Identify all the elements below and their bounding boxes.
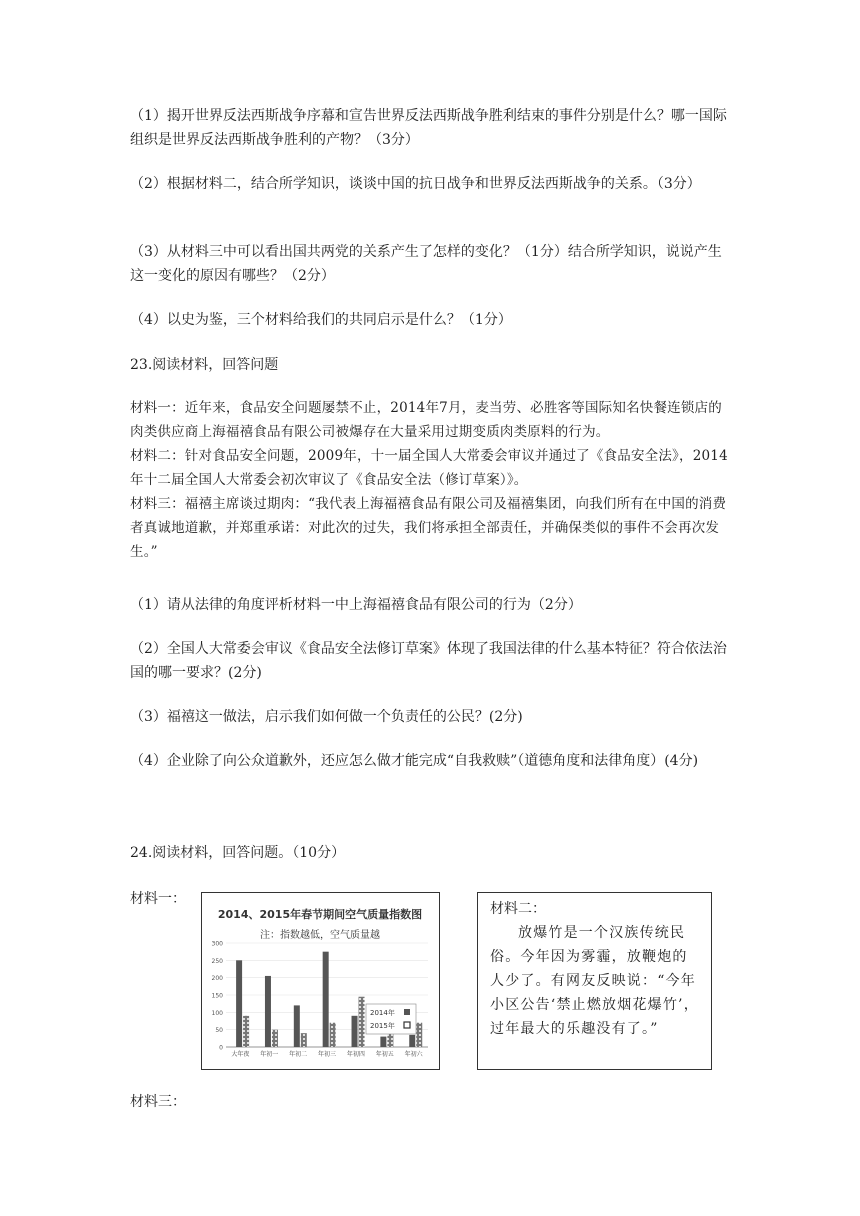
x-tick-label: 年初五 <box>375 1051 394 1058</box>
q23-heading: 23.阅读材料，回答问题 <box>130 357 279 373</box>
q23-material-1: 材料一：近年来，食品安全问题屡禁不止，2014年7月，麦当劳、必胜客等国际知名快餐连锁店的肉类供应商上海福禧食品有限公司被爆存在大量采用过期变质肉类原料的行为。 <box>130 400 722 440</box>
bar-2015 <box>359 997 365 1047</box>
aqi-chart-frame <box>201 892 440 1070</box>
material-2-body: 放爆竹是一个汉族传统民俗。今年因为雾霾，放鞭炮的人少了。有网友反映说：“今年小区公告‘禁止燃放烟花爆竹’，过年最大的乐趣没有了。” <box>490 925 699 1037</box>
bar-2015 <box>272 1030 278 1047</box>
y-tick-label: 50 <box>215 1027 223 1035</box>
chart-title: 2014、2015年春节期间空气质量指数图 <box>217 908 423 921</box>
x-tick-label: 年初四 <box>346 1051 365 1058</box>
q24-material-1-label: 材料一： <box>130 891 186 907</box>
legend-label: 2014年 <box>370 1009 395 1017</box>
bar-2015 <box>301 1033 307 1047</box>
bar-2014 <box>265 976 271 1047</box>
chart-subtitle: 注：指数越低，空气质量越 <box>260 930 380 941</box>
material-2-box <box>477 892 712 1070</box>
y-tick-label: 300 <box>211 940 223 948</box>
q22-sub1: （1）揭开世界反法西斯战争序幕和宣告世界反法西斯战争胜利结束的事件分别是什么？哪一国际组织是世界反法西斯战争胜利的产物？（3分） <box>130 108 727 148</box>
q23-sub1: （1）请从法律的角度评析材料一中上海福禧食品有限公司的行为（2分） <box>130 597 582 613</box>
q23-material-3: 材料三：福禧主席谈过期肉：“我代表上海福禧食品有限公司及福禧集团，向我们所有在中国的消费者真诚地道歉，并郑重承诺：对此次的过失，我们将承担全部责任，并确保类似的事件不会再次发生。” <box>130 496 727 560</box>
q22-sub2: （2）根据材料二，结合所学知识，谈谈中国的抗日战争和世界反法西斯战争的关系。（3分） <box>130 176 701 192</box>
bar-2015 <box>243 1016 249 1047</box>
bar-2015 <box>416 1023 422 1047</box>
q23-sub4: （4）企业除了向公众道歉外，还应怎么做才能完成“自我救赎”（道德角度和法律角度）(4分) <box>130 753 699 769</box>
x-tick-label: 年初三 <box>317 1051 337 1058</box>
q22-sub3: （3）从材料三中可以看出国共两党的关系产生了怎样的变化？（1分）结合所学知识，说说产生这一变化的原因有哪些？（2分） <box>130 244 722 284</box>
q22-sub4: （4）以史为鉴，三个材料给我们的共同启示是什么？（1分） <box>130 312 512 328</box>
bar-2014 <box>352 1016 358 1047</box>
y-tick-label: 150 <box>211 992 223 1000</box>
bar-2014 <box>294 1005 300 1047</box>
legend-label: 2015年 <box>370 1022 395 1030</box>
y-tick-label: 100 <box>211 1009 223 1017</box>
bar-2015 <box>330 1023 336 1047</box>
y-tick-label: 200 <box>211 975 223 983</box>
q23-material-2: 材料二：针对食品安全问题，2009年，十一届全国人大常委会审议并通过了《食品安全法》，2014年十二届全国人大常委会初次审议了《食品安全法（修订草案）》。 <box>130 448 728 488</box>
q23-sub3: （3）福禧这一做法，启示我们如何做一个负责任的公民？(2分) <box>130 709 523 725</box>
y-tick-label: 250 <box>211 957 223 965</box>
q24-material-3-label: 材料三： <box>130 1094 186 1110</box>
y-tick-label: 0 <box>219 1044 223 1052</box>
aqi-bar-chart <box>202 893 439 1069</box>
x-tick-label: 年初二 <box>289 1051 308 1058</box>
legend-swatch-2015 <box>404 1022 410 1028</box>
bar-2014 <box>323 952 329 1047</box>
bar-2014 <box>236 960 242 1047</box>
x-tick-label: 大年夜 <box>231 1051 250 1058</box>
q24-heading: 24.阅读材料，回答问题。（10分） <box>130 845 346 861</box>
x-tick-label: 年初一 <box>260 1051 279 1058</box>
bar-2014 <box>380 1037 386 1047</box>
legend-swatch-2014 <box>404 1009 410 1015</box>
x-tick-label: 年初六 <box>404 1051 423 1058</box>
bar-2014 <box>409 1035 415 1047</box>
q23-sub2: （2）全国人大常委会审议《食品安全法修订草案》体现了我国法律的什么基本特征？符合依法治国的哪一要求？(2分) <box>130 641 727 681</box>
material-2-title: 材料二： <box>490 901 546 917</box>
